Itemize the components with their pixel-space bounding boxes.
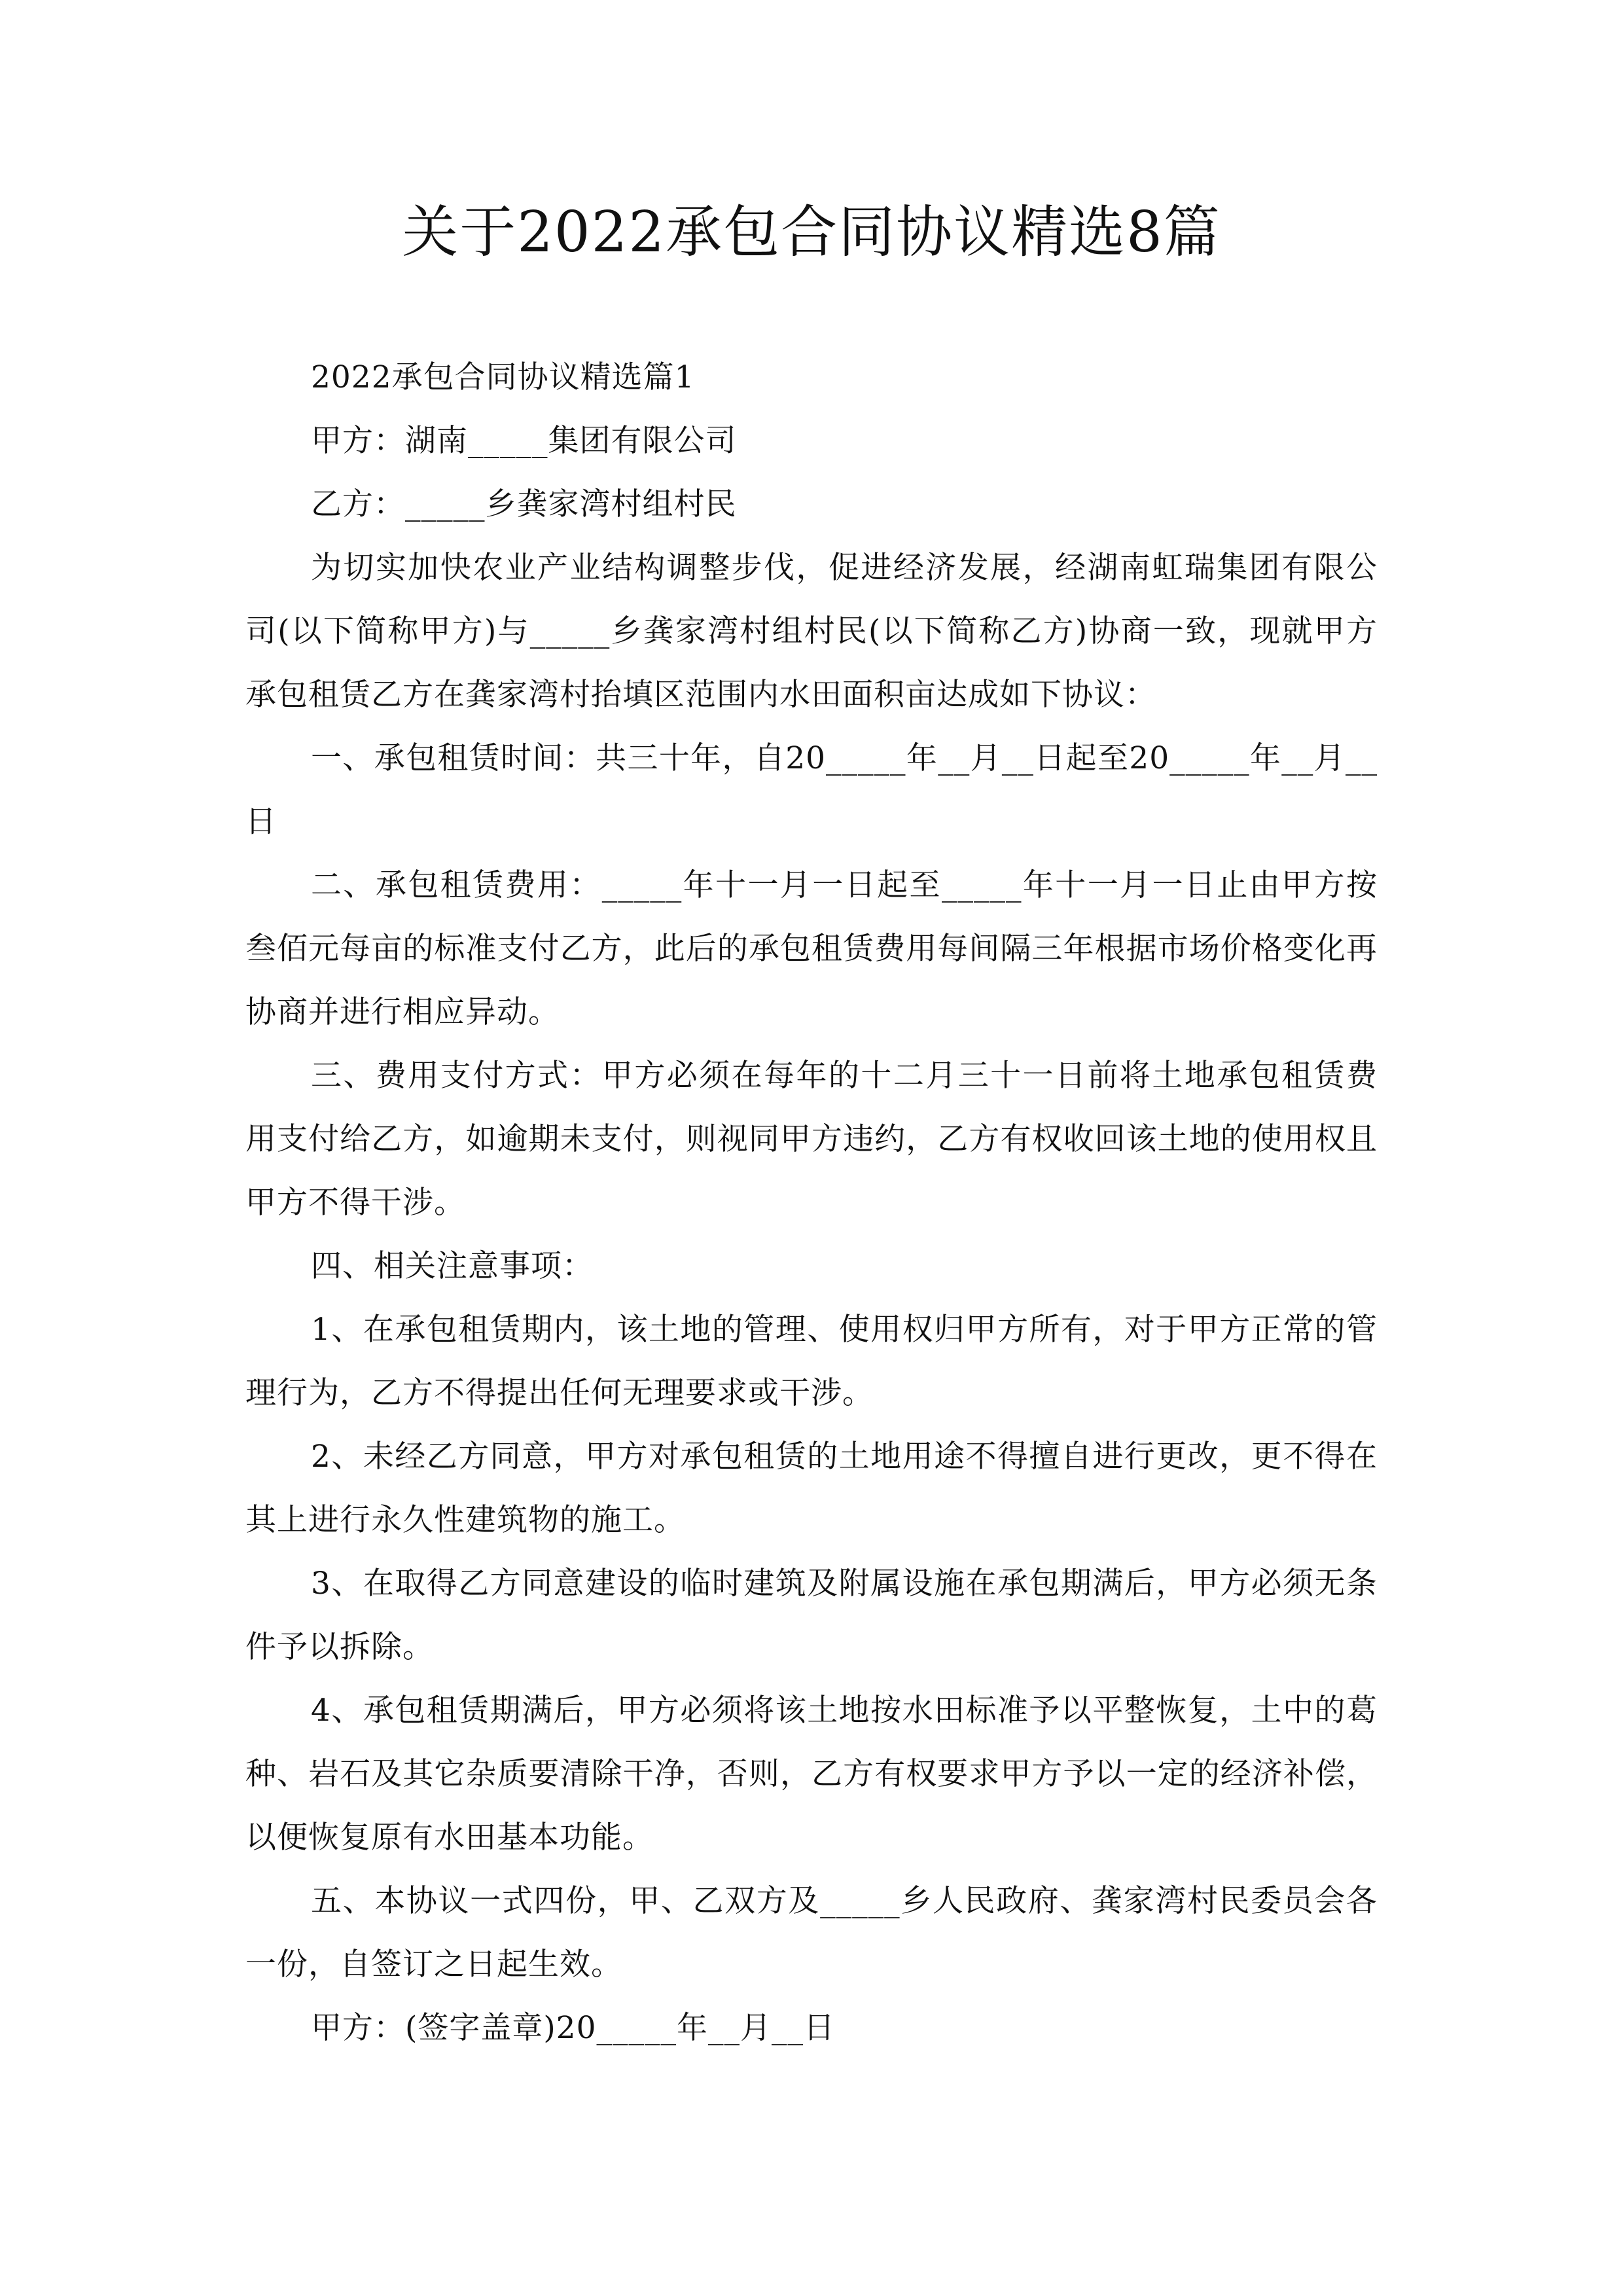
note-item-2: 2、未经乙方同意，甲方对承包租赁的土地用途不得擅自进行更改，更不得在其上进行永久性建筑物的施工。 [245,1439,1378,1538]
clause-lease-fee: 二、承包租赁费用：_____年十一月一日起至_____年十一月一日止由甲方按叁佰元每亩的标准支付乙方，此后的承包租赁费用每间隔三年根据市场价格变化再协商并进行相应异动。 [245,867,1378,1030]
note-item-4: 4、承包租赁期满后，甲方必须将该土地按水田标准予以平整恢复，土中的葛种、岩石及其它杂质要清除干净，否则，乙方有权要求甲方予以一定的经济补偿，以便恢复原有水田基本功能。 [245,1693,1378,1856]
note-item-3: 3、在取得乙方同意建设的临时建筑及附属设施在承包期满后，甲方必须无条件予以拆除。 [245,1566,1378,1665]
clause-payment-method: 三、费用支付方式：甲方必须在每年的十二月三十一日前将土地承包租赁费用支付给乙方，如逾期未支付，则视同甲方违约，乙方有权收回该土地的使用权且甲方不得干涉。 [245,1058,1378,1221]
note-item-1: 1、在承包租赁期内，该土地的管理、使用权归甲方所有，对于甲方正常的管理行为，乙方不得提出任何无理要求或干涉。 [245,1312,1378,1411]
party-b-line: 乙方：_____乡龚家湾村组村民 [311,486,737,522]
preamble-paragraph: 为切实加快农业产业结构调整步伐，促进经济发展，经湖南虹瑞集团有限公司(以下简称甲方)与_____乡龚家湾村组村民(以下简称乙方)协商一致，现就甲方承包租赁乙方在龚家湾村抬填区范围内水田面积亩达成如下协议： [245,550,1378,713]
clause-notes-heading: 四、相关注意事项： [311,1248,594,1284]
signature-line-party-a: 甲方：(签字盖章)20_____年__月__日 [311,2010,835,2046]
document-body [245,346,1378,2060]
document-title: 关于2022承包合同协议精选8篇 [402,200,1221,265]
clause-copies: 五、本协议一式四份，甲、乙双方及_____乡人民政府、龚家湾村民委员会各一份，自签订之日起生效。 [245,1883,1378,1982]
party-a-line: 甲方：湖南_____集团有限公司 [311,423,737,459]
clause-lease-term: 一、承包租赁时间：共三十年，自20_____年__月__日起至20_____年__月__日 [245,740,1378,840]
section-heading: 2022承包合同协议精选篇1 [311,359,695,395]
